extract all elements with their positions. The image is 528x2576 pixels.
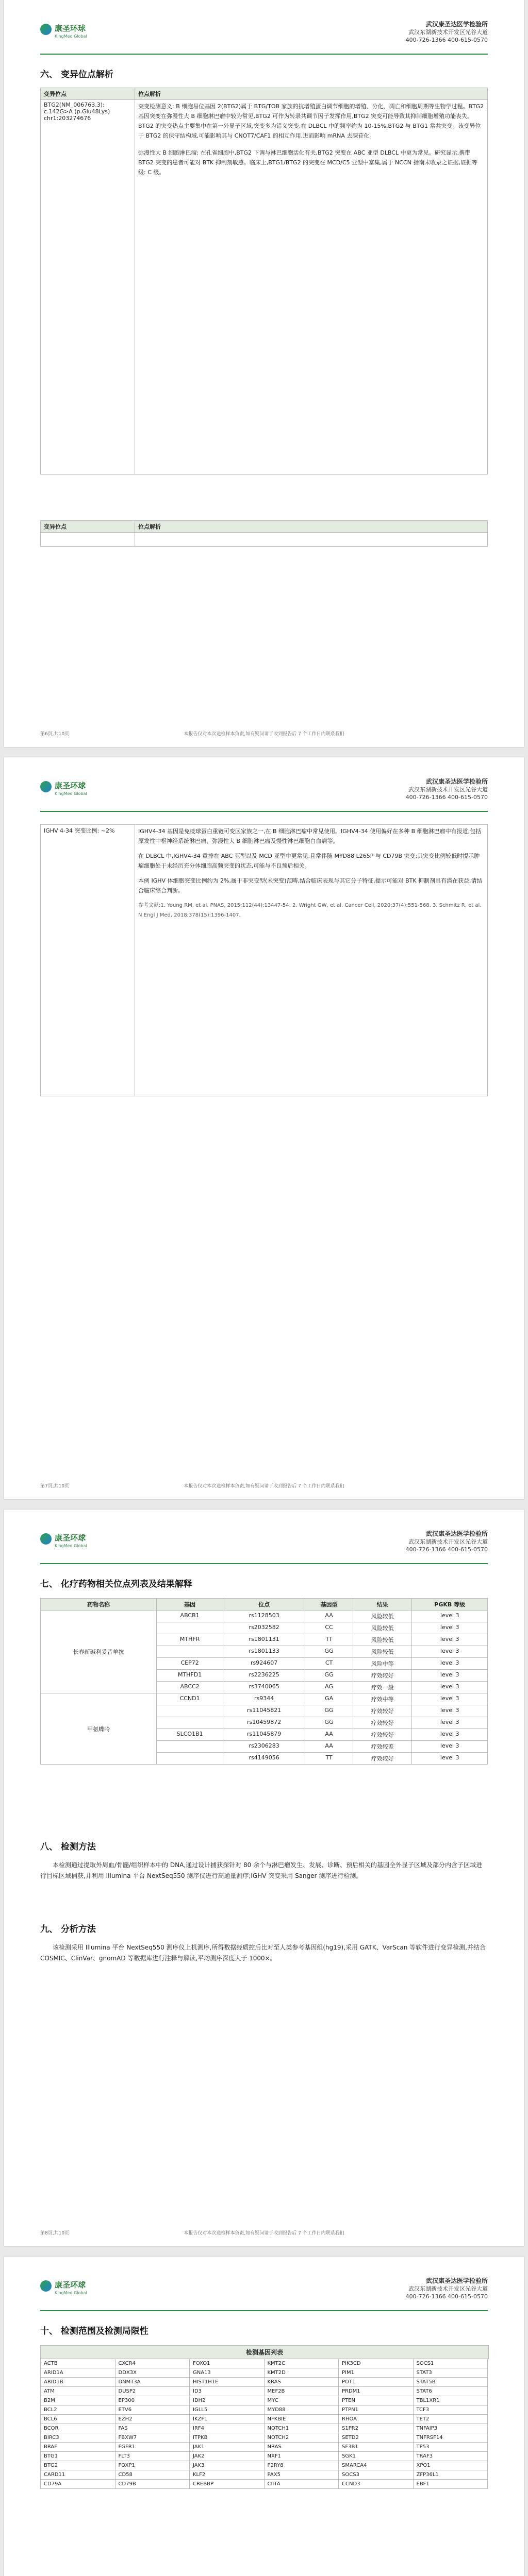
gene-cell: BCL6	[41, 2415, 116, 2424]
pgx-gene-cell: SLCO1B1	[157, 1729, 223, 1741]
table-header: 位点解析	[135, 521, 488, 533]
pgx-gt-cell: TT	[305, 1753, 353, 1765]
table-header: 结果	[353, 1599, 412, 1611]
gene-cell: KLF2	[190, 2470, 265, 2480]
gene-cell: ITPKB	[190, 2433, 265, 2443]
variant-interpretation	[135, 100, 488, 474]
section-title: 六、 变异位点解析	[40, 70, 113, 80]
analysis-text: 该检测采用 Illumina 平台 NextSeq550 测序仪上机测序,所得数据经质控后比对至人类参考基因组(hg19),采用 GATK、VarScan 等软件进行变异检测,并结合 COSMIC、ClinVar、gnomAD 等数据库进行注释与解读,平均测序深度大于 1000×。	[40, 1944, 486, 1962]
pgx-result-cell: 疗效较好	[353, 1705, 412, 1717]
pgx-site-cell: rs11045879	[223, 1729, 305, 1741]
pgx-gt-cell: GG	[305, 1717, 353, 1729]
gene-cell: PIK3CD	[339, 2359, 414, 2368]
variant-interpretation	[135, 825, 488, 1096]
pgx-level-cell: level 3	[412, 1634, 488, 1646]
page-header	[40, 1530, 488, 1560]
company-logo	[40, 1530, 123, 1556]
gene-cell: DUSP2	[115, 2387, 190, 2396]
gene-cell: NXF1	[264, 2452, 339, 2461]
pgx-site-cell: rs2032582	[223, 1622, 305, 1634]
table-header: 药物名称	[41, 1599, 157, 1611]
logo-text-cn: 康圣环球	[55, 2280, 86, 2290]
table-row	[41, 2405, 488, 2415]
gene-cell: PTEN	[339, 2396, 414, 2405]
gene-cell: PRDM1	[339, 2387, 414, 2396]
page-footer	[40, 1482, 488, 1489]
logo-text-en: KingMed Global	[55, 1544, 87, 1548]
table-row	[41, 2470, 488, 2480]
logo-text-cn: 康圣环球	[55, 781, 86, 790]
logo-text-cn: 康圣环球	[55, 1533, 86, 1543]
gene-cell: PTPN1	[339, 2405, 414, 2415]
report-page-1	[4, 0, 524, 747]
pgx-result-cell: 疗效中等	[353, 1693, 412, 1705]
interpretation-paragraph: 在 DLBCL 中,IGHV4-34 重排在 ABC 亚型以及 MCD 亚型中更常见,且常伴随 MYD88 L265P 与 CD79B 突变;其突变比例较低时提示肿瘤细胞处于未经历充分体细胞高频突变的状态,可能与不良预后相关。	[138, 853, 480, 869]
pgx-result-cell: 疗效较好	[353, 1717, 412, 1729]
gene-cell: IRF4	[190, 2424, 265, 2433]
table-row	[41, 2433, 488, 2443]
gene-cell: ATM	[41, 2387, 116, 2396]
pgx-gene-cell: CCND1	[157, 1693, 223, 1705]
pgx-gene-cell: CEP72	[157, 1658, 223, 1670]
gene-cell: ZFP36L1	[413, 2470, 488, 2480]
gene-cell: JAK1	[190, 2443, 265, 2452]
pgx-site-cell: rs924607	[223, 1658, 305, 1670]
gene-cell: SGK1	[339, 2452, 414, 2461]
pgx-gene-cell: MTHFD1	[157, 1670, 223, 1682]
org-phone: 400-726-1366 400-615-0570	[405, 2293, 488, 2300]
variant-table-continued	[40, 520, 488, 547]
pgx-level-cell: level 3	[412, 1670, 488, 1682]
method-text: 本检测通过提取外周血/骨髓/组织样本中的 DNA,通过设计捕获探针对 80 余个与淋巴瘤发生、发展、诊断、预后相关的基因全外显子区域及部分内含子区域进行目标区域捕获,并利用 Illumina 平台 NextSeq550 测序仪进行高通量测序;IGHV 突变采用 Sanger 测序进行检测。	[40, 1861, 483, 1879]
pgx-result-cell: 风险较低	[353, 1634, 412, 1646]
gene-cell: CIITA	[264, 2480, 339, 2489]
gene-cell: FLT3	[115, 2452, 190, 2461]
table-header: 变异位点	[41, 88, 135, 100]
report-page-4	[4, 2257, 524, 2576]
variant-interpretation	[135, 533, 488, 547]
table-header: 基因	[157, 1599, 223, 1611]
variant-table	[40, 88, 488, 474]
logo-text-en: KingMed Global	[55, 791, 87, 796]
gene-cell: PAX5	[264, 2470, 339, 2480]
table-row	[41, 2424, 488, 2433]
gene-cell: GNA13	[190, 2368, 265, 2378]
section-title: 十、 检测范围及检测局限性	[40, 2326, 148, 2336]
company-logo	[40, 778, 123, 804]
gene-cell: RHOA	[339, 2415, 414, 2424]
table-row	[41, 533, 488, 547]
gene-cell: NRAS	[264, 2443, 339, 2452]
company-logo	[40, 2277, 123, 2303]
pgx-gt-cell: GG	[305, 1670, 353, 1682]
pgx-gene-cell	[157, 1717, 223, 1729]
pgx-gt-cell: AG	[305, 1682, 353, 1693]
pgx-gt-cell: GG	[305, 1705, 353, 1717]
pgx-level-cell: level 3	[412, 1729, 488, 1741]
header-divider	[40, 54, 488, 55]
table-row	[41, 2461, 488, 2470]
pgx-gene-cell: ABCB1	[157, 1611, 223, 1622]
gene-cell: EP300	[115, 2396, 190, 2405]
org-address: 武汉东湖新技术开发区光谷大道	[408, 786, 488, 793]
footer-note: 本报告仅对本次送检样本负责,如有疑问请于收到报告后 7 个工作日内联系我们	[184, 1484, 344, 1489]
gene-cell: FOXO1	[190, 2359, 265, 2368]
pgx-level-cell: level 3	[412, 1682, 488, 1693]
table-row	[41, 2452, 488, 2461]
pgx-site-cell: rs9344	[223, 1693, 305, 1705]
page-footer	[40, 2229, 488, 2236]
gene-cell: TNFAIP3	[413, 2424, 488, 2433]
header-info	[406, 778, 488, 801]
gene-list-caption: 检测基因列表	[40, 2345, 489, 2359]
gene-cell: PIM1	[339, 2368, 414, 2378]
org-address: 武汉东湖新技术开发区光谷大道	[408, 2285, 488, 2292]
report-page-2	[4, 757, 524, 1499]
variant-site: IGHV 4-34 突变比例: ~2%	[41, 825, 135, 1096]
gene-cell: FAS	[115, 2424, 190, 2433]
gene-cell: ETV6	[115, 2405, 190, 2415]
gene-cell: FOXP1	[115, 2461, 190, 2470]
pgx-gene-cell: ABCC2	[157, 1682, 223, 1693]
table-row	[41, 2378, 488, 2387]
gene-cell: KMT2D	[264, 2368, 339, 2378]
pgx-site-cell: rs3740065	[223, 1682, 305, 1693]
logo-text-cn: 康圣环球	[55, 24, 86, 33]
pgx-site-cell: rs10459872	[223, 1717, 305, 1729]
pgx-result-cell: 疗效较好	[353, 1753, 412, 1765]
pgx-result-cell: 风险较低	[353, 1646, 412, 1658]
logo-text-en: KingMed Global	[55, 2291, 87, 2295]
gene-cell: BTG1	[41, 2452, 116, 2461]
pgx-level-cell: level 3	[412, 1622, 488, 1634]
page-header	[40, 778, 488, 808]
interpretation-paragraph: 本例 IGHV 体细胞突变比例约为 2%,属于非突变型(未突变)范畴,结合临床表现与其它分子特征,提示可能对 BTK 抑制剂具有潜在获益,请结合临床综合判断。	[138, 877, 483, 894]
pgx-level-cell: level 3	[412, 1705, 488, 1717]
pgx-level-cell: level 3	[412, 1646, 488, 1658]
gene-cell: SF3B1	[339, 2443, 414, 2452]
interpretation-paragraph: IGHV4-34 基因是免疫球蛋白重链可变区家族之一,在 B 细胞淋巴瘤中常见使用。IGHV4-34 使用偏好在多种 B 细胞淋巴瘤中有报道,包括原发性中枢神经系统淋巴瘤、弥漫性大 B 细胞淋巴瘤及慢性淋巴细胞白血病等。	[138, 828, 482, 844]
pgx-level-cell: level 3	[412, 1753, 488, 1765]
pgx-result-cell: 疗效较好	[353, 1729, 412, 1741]
gene-cell: STAT3	[413, 2368, 488, 2378]
table-row	[41, 1693, 488, 1705]
gene-cell: SOCS3	[339, 2470, 414, 2480]
table-row	[41, 2480, 488, 2489]
drug-name-cell: 甲氨蝶呤	[41, 1693, 157, 1765]
gene-cell: S1PR2	[339, 2424, 414, 2433]
gene-cell: IDH2	[190, 2396, 265, 2405]
gene-cell: SMARCA4	[339, 2461, 414, 2470]
gene-cell: BCL2	[41, 2405, 116, 2415]
table-header: PGKB 等级	[412, 1599, 488, 1611]
pgx-level-cell: level 3	[412, 1717, 488, 1729]
org-phone: 400-726-1366 400-615-0570	[405, 794, 488, 801]
gene-cell: NOTCH2	[264, 2433, 339, 2443]
org-phone: 400-726-1366 400-615-0570	[405, 1546, 488, 1553]
page-footer	[40, 730, 488, 737]
gene-cell: B2M	[41, 2396, 116, 2405]
variant-site	[41, 533, 135, 547]
gene-cell: JAK3	[190, 2461, 265, 2470]
table-row	[41, 2396, 488, 2405]
gene-cell: STAT6	[413, 2387, 488, 2396]
header-divider	[40, 1563, 488, 1564]
gene-cell: BIRC3	[41, 2433, 116, 2443]
gene-cell: IKZF1	[190, 2415, 265, 2424]
gene-cell: TNFRSF14	[413, 2433, 488, 2443]
gene-cell: XPO1	[413, 2461, 488, 2470]
gene-cell: EBF1	[413, 2480, 488, 2489]
pgx-site-cell: rs2236225	[223, 1670, 305, 1682]
logo-icon	[40, 24, 52, 35]
pgx-result-cell: 风险中等	[353, 1658, 412, 1670]
header-info	[406, 2277, 488, 2300]
page-header	[40, 2277, 488, 2307]
gene-cell: CREBBP	[190, 2480, 265, 2489]
pgx-gene-cell	[157, 1741, 223, 1753]
gene-cell: BCOR	[41, 2424, 116, 2433]
header-divider	[40, 2310, 488, 2311]
table-row	[41, 2415, 488, 2424]
gene-cell: DDX3X	[115, 2368, 190, 2378]
pgx-site-cell: rs4149056	[223, 1753, 305, 1765]
gene-cell: MYC	[264, 2396, 339, 2405]
pgx-result-cell: 疗效较好	[353, 1670, 412, 1682]
pgx-site-cell: rs2306283	[223, 1741, 305, 1753]
gene-cell: MEF2B	[264, 2387, 339, 2396]
pgx-gt-cell: GG	[305, 1646, 353, 1658]
footer-note: 本报告仅对本次送检样本负责,如有疑问请于收到报告后 7 个工作日内联系我们	[184, 732, 344, 737]
table-row	[41, 2359, 488, 2368]
gene-cell: POT1	[339, 2378, 414, 2387]
pgx-gt-cell: CT	[305, 1658, 353, 1670]
gene-cell: NOTCH1	[264, 2424, 339, 2433]
pgx-gene-cell	[157, 1705, 223, 1717]
pgx-site-cell: rs1801131	[223, 1634, 305, 1646]
gene-cell: TBL1XR1	[413, 2396, 488, 2405]
table-row	[41, 2368, 488, 2378]
logo-icon	[40, 1533, 52, 1545]
pgx-gt-cell: GA	[305, 1693, 353, 1705]
pgx-level-cell: level 3	[412, 1611, 488, 1622]
pgx-level-cell: level 3	[412, 1658, 488, 1670]
org-name: 武汉康圣达医学检验所	[425, 778, 488, 785]
gene-cell: FGFR1	[115, 2443, 190, 2452]
org-address: 武汉东湖新技术开发区光谷大道	[408, 1538, 488, 1545]
gene-cell: CD79B	[115, 2480, 190, 2489]
page-header	[40, 21, 488, 50]
logo-icon	[40, 781, 52, 792]
pgx-result-cell: 疗效一般	[353, 1682, 412, 1693]
pgx-results-table	[40, 1598, 488, 1765]
section-title: 九、 分析方法	[40, 1924, 96, 1935]
table-header: 位点解析	[135, 88, 488, 100]
org-name: 武汉康圣达医学检验所	[425, 2277, 488, 2284]
pgx-gt-cell: CC	[305, 1622, 353, 1634]
section-title: 七、 化疗药物相关位点列表及结果解释	[40, 1579, 192, 1589]
gene-cell: EZH2	[115, 2415, 190, 2424]
gene-cell: TCF3	[413, 2405, 488, 2415]
gene-cell: CXCR4	[115, 2359, 190, 2368]
gene-cell: IGLL5	[190, 2405, 265, 2415]
pgx-gt-cell: TT	[305, 1634, 353, 1646]
table-header: 基因型	[305, 1599, 353, 1611]
footer-note: 本报告仅对本次送检样本负责,如有疑问请于收到报告后 7 个工作日内联系我们	[184, 2231, 344, 2236]
gene-cell: TET2	[413, 2415, 488, 2424]
gene-cell: NFKBIE	[264, 2415, 339, 2424]
gene-cell: KMT2C	[264, 2359, 339, 2368]
pgx-gene-cell	[157, 1622, 223, 1634]
pgx-site-cell: rs11045821	[223, 1705, 305, 1717]
gene-cell: P2RY8	[264, 2461, 339, 2470]
table-row	[41, 2387, 488, 2396]
pgx-site-cell: rs1801133	[223, 1646, 305, 1658]
variant-table	[40, 824, 488, 1096]
gene-cell: DNMT3A	[115, 2378, 190, 2387]
gene-cell: CARD11	[41, 2470, 116, 2480]
org-name: 武汉康圣达医学检验所	[425, 21, 488, 28]
gene-cell: STAT5B	[413, 2378, 488, 2387]
pgx-gene-cell	[157, 1646, 223, 1658]
gene-cell: KRAS	[264, 2378, 339, 2387]
gene-cell: CD79A	[41, 2480, 116, 2489]
page-number: 第7页,共10页	[40, 1484, 70, 1489]
gene-cell: MYD88	[264, 2405, 339, 2415]
report-page-3	[4, 1510, 524, 2246]
section-title: 八、 检测方法	[40, 1842, 96, 1852]
pgx-result-cell: 风险较低	[353, 1611, 412, 1622]
gene-cell: HIST1H1E	[190, 2378, 265, 2387]
drug-name-cell: 长春新碱利妥昔单抗	[41, 1611, 157, 1693]
gene-cell: ARID1A	[41, 2368, 116, 2378]
references: 参考文献:1. Young RM, et al. PNAS, 2015;112(44):13447-54. 2. Wright GW, et al. Cancer Cell, 2020;37(4):551-568. 3. Schmitz R, et al. N Engl J Med, 2018;378(15):1396-1407.	[138, 903, 482, 918]
gene-cell: BTG2	[41, 2461, 116, 2470]
gene-cell: FBXW7	[115, 2433, 190, 2443]
gene-cell: SETD2	[339, 2433, 414, 2443]
pgx-gene-cell: MTHFR	[157, 1634, 223, 1646]
pgx-gt-cell: AA	[305, 1741, 353, 1753]
gene-list-table	[40, 2359, 488, 2489]
table-row	[41, 825, 488, 1096]
header-divider	[40, 811, 488, 812]
interpretation-text: 突变检测意义: B 细胞易位基因 2(BTG2)属于 BTG/TOB 家族的抗增殖蛋白调节细胞的增殖、分化、凋亡和细胞周期等生物学过程。BTG2 基因突变在弥漫性大 B 细胞淋巴瘤中较为常见,BTG2 可作为转录共调节因子发挥作用,BTG2 突变可能导致其抑制细胞增殖功能丧失。BTG2 的突变热点主要集中在第一外显子区域,突变多为错义突变,在 DLBCL 中的频率约为 10-15%,BTG2 与 BTG1 常共突变。该变异位于 BTG2 的保守结构域,可能影响其与 CNOT7/CAF1 的相互作用,进而影响 mRNA 去腺苷化。	[138, 103, 484, 139]
org-name: 武汉康圣达医学检验所	[425, 1530, 488, 1537]
gene-cell: TP53	[413, 2443, 488, 2452]
gene-cell: ID3	[190, 2387, 265, 2396]
pgx-result-cell: 疗效较差	[353, 1741, 412, 1753]
pgx-level-cell: level 3	[412, 1741, 488, 1753]
gene-cell: CCND3	[339, 2480, 414, 2489]
table-header: 位点	[223, 1599, 305, 1611]
org-phone: 400-726-1366 400-615-0570	[405, 37, 488, 43]
logo-text-en: KingMed Global	[55, 34, 87, 39]
pgx-gt-cell: AA	[305, 1729, 353, 1741]
gene-cell: CD58	[115, 2470, 190, 2480]
gene-cell: BRAF	[41, 2443, 116, 2452]
org-address: 武汉东湖新技术开发区光谷大道	[408, 29, 488, 36]
pgx-gt-cell: AA	[305, 1611, 353, 1622]
table-row	[41, 2443, 488, 2452]
table-header: 变异位点	[41, 521, 135, 533]
interpretation-text-extra: 弥漫性大 B 细胞淋巴瘤: 在孔雀细胞中,BTG2 下调与淋巴细胞活化有关,BTG2 突变在 ABC 亚型 DLBCL 中更为常见。研究显示,携带 BTG2 突变的患者可能对 BTK 抑制剂敏感。临床上,BTG1/BTG2 的突变在 MCD/C5 亚型中富集,属于 NCCN 指南未收录之证据,证据等级: C 级。	[138, 149, 477, 176]
gene-cell: ACTB	[41, 2359, 116, 2368]
logo-icon	[40, 2280, 52, 2292]
pgx-result-cell: 风险较低	[353, 1622, 412, 1634]
pgx-site-cell: rs1128503	[223, 1611, 305, 1622]
pgx-level-cell: level 3	[412, 1693, 488, 1705]
table-row	[41, 1611, 488, 1622]
company-logo	[40, 21, 123, 46]
variant-site: BTG2(NM_006763.3): c.142G>A (p.Glu48Lys) chr1:203274676	[41, 100, 135, 474]
page-number: 第6页,共10页	[40, 732, 70, 737]
page-number: 第8页,共10页	[40, 2231, 70, 2236]
header-info	[406, 21, 488, 44]
gene-cell: JAK2	[190, 2452, 265, 2461]
gene-cell: ARID1B	[41, 2378, 116, 2387]
gene-cell: SOCS1	[413, 2359, 488, 2368]
gene-cell: TRAF3	[413, 2452, 488, 2461]
header-info	[406, 1530, 488, 1553]
table-row	[41, 100, 488, 474]
pgx-gene-cell	[157, 1753, 223, 1765]
